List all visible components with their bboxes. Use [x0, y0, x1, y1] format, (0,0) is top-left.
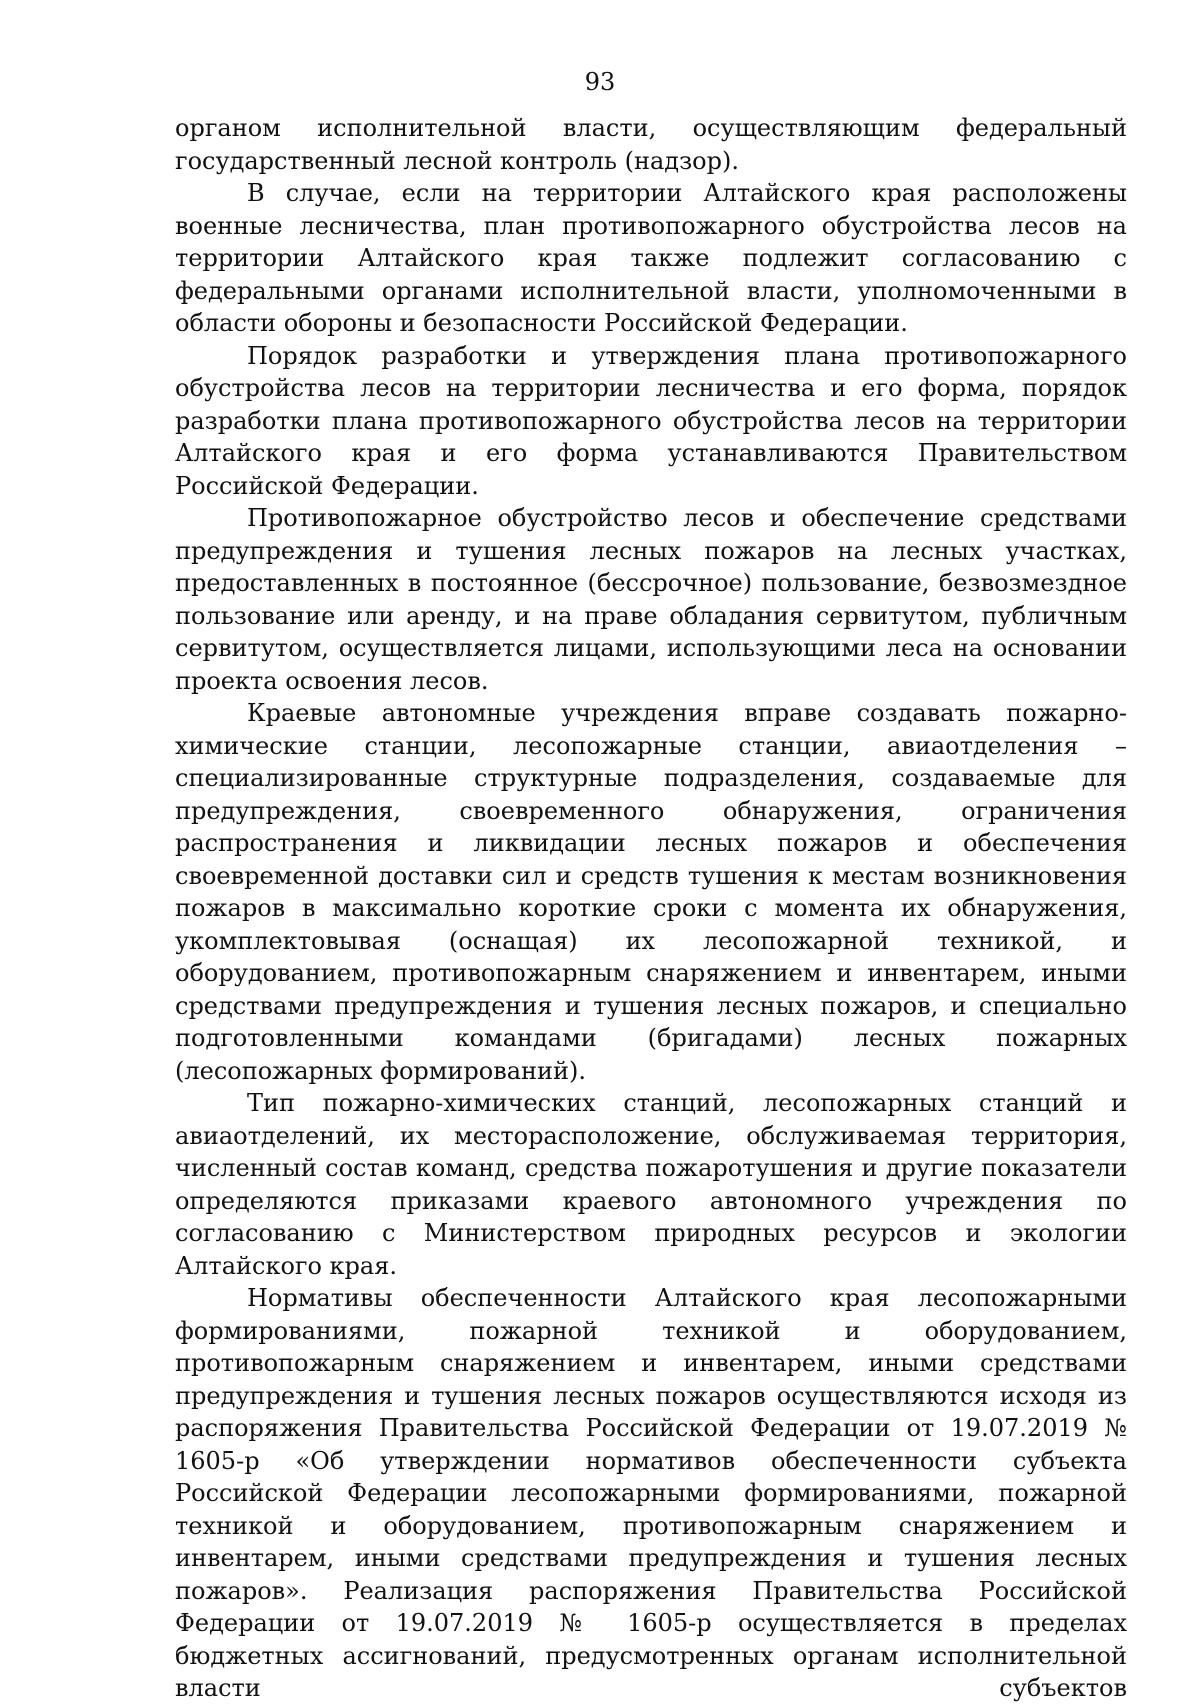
paragraph-station-types: Тип пожарно-химических станций, лесопожарных станций и авиаотделений, их месторасположение, обслуживаемая территория, численный состав команд, средства пожаротушения и другие показатели определяются приказами краевого автономного учреждения по согласованию с Министерством природных ресурсов и экологии Алтайского края.	[175, 1089, 1127, 1280]
paragraph-military-forestry: В случае, если на территории Алтайского края расположены военные лесничества, план противопожарного обустройства лесов на территории Алтайского края также подлежит согласованию с федеральными органами исполнительной власти, уполномоченными в области обороны и безопасности Российской Федерации.	[175, 179, 1127, 337]
paragraph-plan-procedure: Порядок разработки и утверждения плана противопожарного обустройства лесов на территории лесничества и его форма, порядок разработки плана противопожарного обустройства лесов на территории Алтайского края и его форма устанавливаются Правительством Российской Федерации.	[175, 341, 1127, 500]
document-body	[175, 112, 1127, 1705]
paragraph-autonomous-institutions: Краевые автономные учреждения вправе создавать пожарно-химические станции, лесопожарные станции, авиаотделения – специализированные структурные подразделения, создаваемые для предупреждения, своевременного обнаружения, ограничения распространения и ликвидации лесных пожаров и обеспечения своевременной доставки сил и средств тушения к местам возникновения пожаров в максимально короткие сроки с момента их обнаружения, укомплектовывая (оснащая) их лесопожарной техникой, и оборудованием, противопожарным снаряжением и инвентарем, иными средствами предупреждения и тушения лесных пожаров, и специально подготовленными командами (бригадами) лесных пожарных (лесопожарных формирований).	[175, 699, 1127, 1085]
paragraph-continuation: органом исполнительной власти, осуществляющим федеральный государственный лесной контроль (надзор).	[175, 114, 1127, 175]
paragraph-standards: Нормативы обеспеченности Алтайского края лесопожарными формированиями, пожарной техникой и оборудованием, противопожарным снаряжением и инвентарем, иными средствами предупреждения и тушения лесных пожаров осуществляются исходя из распоряжения Правительства Российской Федерации от 19.07.2019 № 1605-р «Об утверждении нормативов обеспеченности субъекта Российской Федерации лесопожарными формированиями, пожарной техникой и оборудованием, противопожарным снаряжением и инвентарем, иными средствами предупреждения и тушения лесных пожаров». Реализация распоряжения Правительства Российской Федерации от 19.07.2019 № 1605-р осуществляется в пределах бюджетных ассигнований, предусмотренных органам исполнительной власти субъектов	[175, 1284, 1127, 1702]
page-number: 93	[584, 68, 616, 96]
paragraph-fire-prevention: Противопожарное обустройство лесов и обеспечение средствами предупреждения и тушения лесных пожаров на лесных участках, предоставленных в постоянное (бессрочное) пользование, безвозмездное пользование или аренду, и на праве обладания сервитутом, публичным сервитутом, осуществляется лицами, использующими леса на основании проекта освоения лесов.	[175, 504, 1127, 695]
